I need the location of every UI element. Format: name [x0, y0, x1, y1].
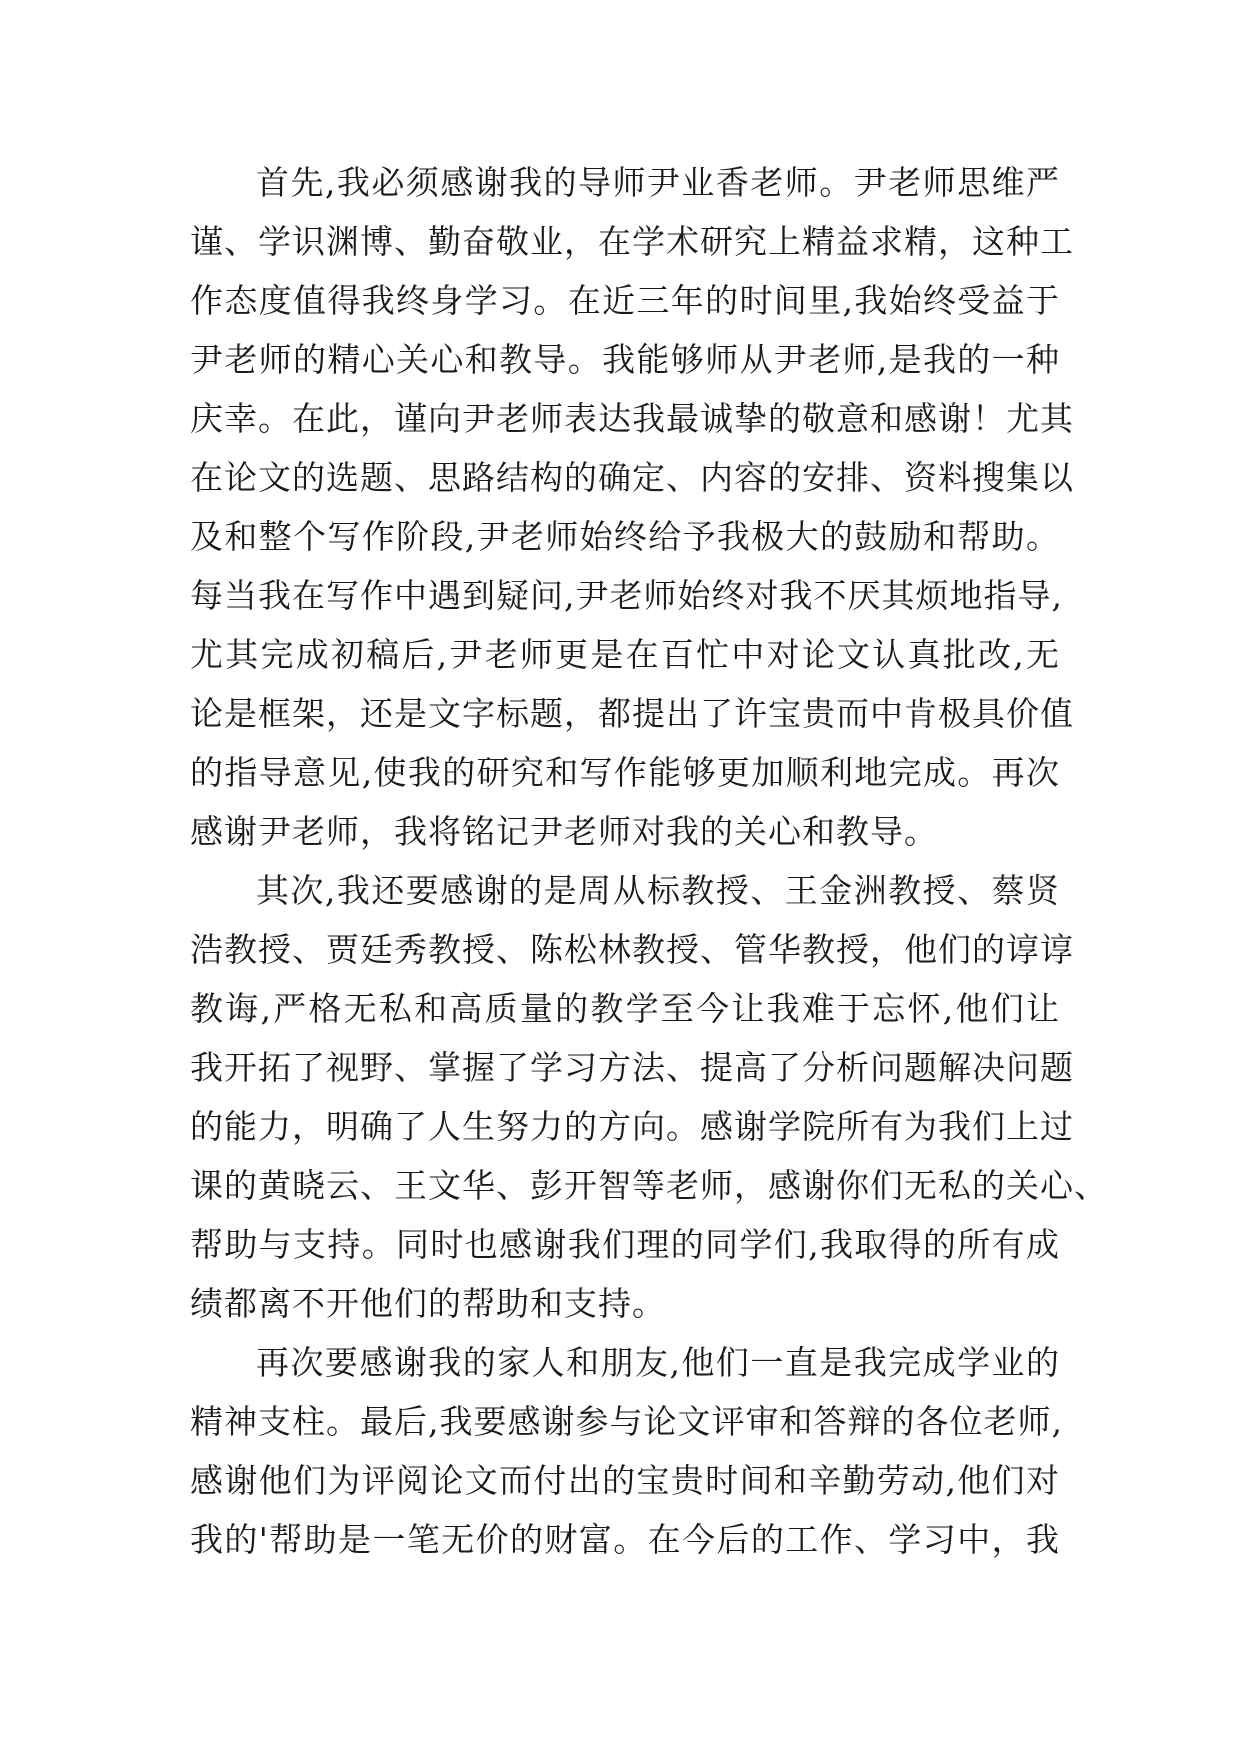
- text-line: 在论文的选题、思路结构的确定、内容的安排、资料搜集以: [190, 458, 1074, 497]
- text-line: 作态度值得我终身学习。在近三年的时间里,我始终受益于: [190, 281, 1060, 320]
- paragraph-3: [190, 1333, 1063, 1569]
- text-line: 谨、学识渊博、勤奋敬业，在学术研究上精益求精，这种工: [190, 222, 1074, 261]
- paragraph-1: [190, 153, 1074, 861]
- text-line: 课的黄晓云、王文华、彭开智等老师，感谢你们无私的关心、: [190, 1166, 1108, 1205]
- text-line: 再次要感谢我的家人和朋友,他们一直是我完成学业的: [256, 1343, 1060, 1382]
- text-line: 精神支柱。最后,我要感谢参与论文评审和答辩的各位老师,: [190, 1402, 1063, 1441]
- text-line: 其次,我还要感谢的是周从标教授、王金洲教授、蔡贤: [256, 871, 1060, 910]
- text-line: 首先,我必须感谢我的导师尹业香老师。尹老师思维严: [256, 163, 1060, 202]
- text-line: 尤其完成初稿后,尹老师更是在百忙中对论文认真批改,无: [190, 635, 1060, 674]
- text-line: 帮助与支持。同时也感谢我们理的同学们,我取得的所有成: [190, 1225, 1060, 1264]
- text-line: 庆幸。在此，谨向尹老师表达我最诚挚的敬意和感谢！尤其: [190, 399, 1074, 438]
- text-line: 我开拓了视野、掌握了学习方法、提高了分析问题解决问题: [190, 1048, 1074, 1087]
- text-line: 的能力，明确了人生努力的方向。感谢学院所有为我们上过: [190, 1107, 1074, 1146]
- text-line: 浩教授、贾廷秀教授、陈松林教授、管华教授，他们的谆谆: [190, 930, 1074, 969]
- text-line: 及和整个写作阶段,尹老师始终给予我极大的鼓励和帮助。: [190, 517, 1060, 556]
- text-line: 尹老师的精心关心和教导。我能够师从尹老师,是我的一种: [190, 340, 1060, 379]
- paragraph-2: [190, 861, 1108, 1333]
- text-line: 每当我在写作中遇到疑问,尹老师始终对我不厌其烦地指导,: [190, 576, 1063, 615]
- text-line: 教诲,严格无私和高质量的教学至今让我难于忘怀,他们让: [190, 989, 1060, 1028]
- text-line: 的指导意见,使我的研究和写作能够更加顺利地完成。再次: [190, 753, 1060, 792]
- text-line: 我的'帮助是一笔无价的财富。在今后的工作、学习中，我: [190, 1520, 1060, 1559]
- text-line: 感谢尹老师，我将铭记尹老师对我的关心和教导。: [190, 812, 938, 851]
- acknowledgement-text: [190, 153, 1108, 1569]
- text-line: 绩都离不开他们的帮助和支持。: [190, 1284, 666, 1323]
- text-line: 感谢他们为评阅论文而付出的宝贵时间和辛勤劳动,他们对: [190, 1461, 1060, 1500]
- text-line: 论是框架，还是文字标题，都提出了许宝贵而中肯极具价值: [190, 694, 1074, 733]
